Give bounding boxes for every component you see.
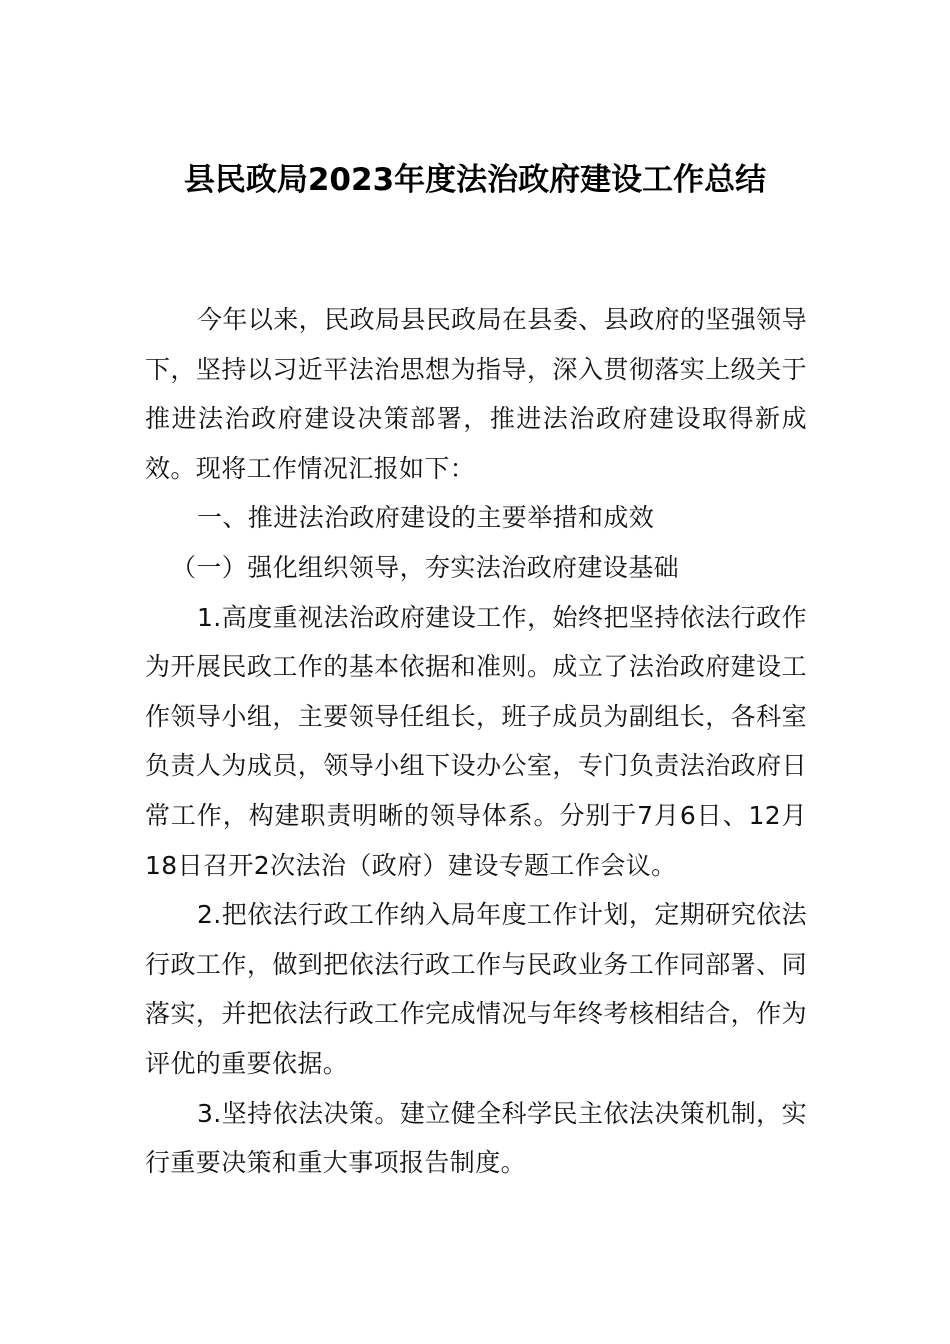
intro-paragraph: 今年以来，民政局县民政局在县委、县政府的坚强领导下，坚持以习近平法治思想为指导，深入贯彻落实上级关于推进法治政府建设决策部署，推进法治政府建设取得新成效。现将工作情况汇报如下： <box>145 305 807 483</box>
item-paragraph-2: 2.把依法行政工作纳入局年度工作计划，定期研究依法行政工作，做到把依法行政工作与民政业务工作同部署、同落实，并把依法行政工作完成情况与年终考核相结合，作为评优的重要依据。 <box>145 900 807 1078</box>
subsection-heading-1: （一）强化组织领导，夯实法治政府建设基础 <box>171 552 680 582</box>
document-body <box>145 295 807 1188</box>
item-paragraph-1: 1.高度重视法治政府建设工作，始终把坚持依法行政作为开展民政工作的基本依据和准则。成立了法治政府建设工作领导小组，主要领导任组长，班子成员为副组长，各科室负责人为成员，领导小组下设办公室，专门负责法治政府日常工作，构建职责明晰的领导体系。分别于7月6日、12月18日召开2次法治（政府）建设专题工作会议。 <box>145 602 807 880</box>
document-title: 县民政局2023年度法治政府建设工作总结 <box>183 162 767 198</box>
section-heading-1: 一、推进法治政府建设的主要举措和成效 <box>197 503 655 533</box>
item-paragraph-3: 3.坚持依法决策。建立健全科学民主依法决策机制，实行重要决策和重大事项报告制度。 <box>145 1098 807 1178</box>
